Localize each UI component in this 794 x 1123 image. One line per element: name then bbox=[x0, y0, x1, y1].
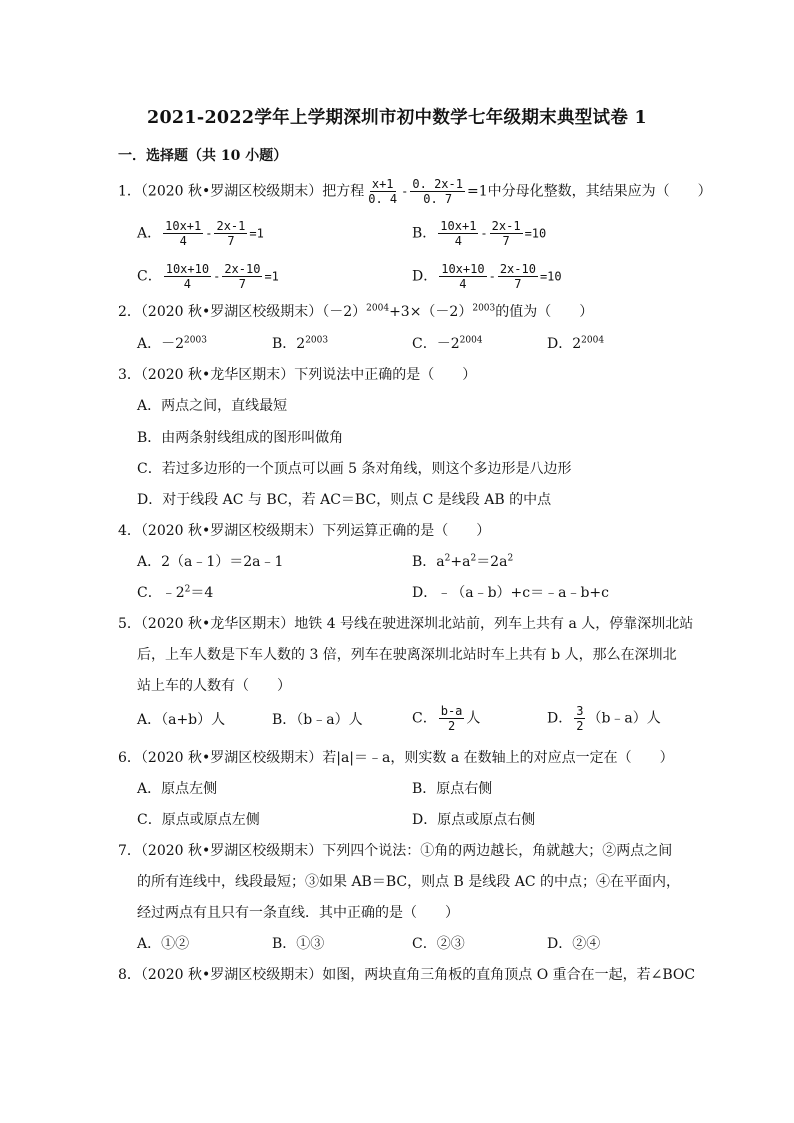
question-2-option-a[interactable]: A．$-2^{2003}$ bbox=[137, 335, 207, 352]
question-7-option-d[interactable]: D．②④ bbox=[547, 936, 601, 952]
fraction: $\frac{0. 2x-1}{0. 7}$ bbox=[412, 177, 463, 206]
question-5-option-c[interactable]: C． $\frac{b-a}{2}$ 人 bbox=[412, 704, 481, 733]
question-2-option-d[interactable]: D．$2^{2004}$ bbox=[547, 335, 605, 352]
question-6-option-a[interactable]: A．原点左侧 bbox=[137, 781, 218, 797]
question-4-option-b[interactable]: B．$a^2+a^2=2a^2$ bbox=[412, 553, 514, 570]
question-5-option-d[interactable]: D． $\frac{3}{2}$ （b﹣a）人 bbox=[547, 704, 661, 733]
question-5-option-b[interactable]: B．（b﹣a）人 bbox=[272, 712, 363, 728]
question-4-option-a[interactable]: A．2（a﹣1）＝2a﹣1 bbox=[137, 554, 284, 570]
question-5-stem-line-3: 站上车的人数有（ ） bbox=[137, 678, 291, 694]
question-7-stem-line-1: 7．（2020 秋•罗湖区校级期末）下列四个说法：①角的两边越长，角就越大；②两点之间 bbox=[118, 843, 673, 859]
fraction: $\frac{x+1}{0. 4}$ bbox=[368, 177, 398, 206]
question-6-option-c[interactable]: C．原点或原点左侧 bbox=[137, 812, 260, 828]
question-3-option-b[interactable]: B．由两条射线组成的图形叫做角 bbox=[137, 430, 344, 446]
question-7-stem-line-3: 经过两点有且只有一条直线．其中正确的是（ ） bbox=[137, 905, 459, 921]
question-4-stem: 4．（2020 秋•罗湖区校级期末）下列运算正确的是（ ） bbox=[118, 523, 491, 539]
question-8-stem-line-1: 8．（2020 秋•罗湖区校级期末）如图，两块直角三角板的直角顶点 O 重合在一起，若∠BOC bbox=[118, 967, 696, 983]
section-heading: 一．选择题（共 10 小题） bbox=[118, 148, 288, 164]
question-2-stem: 2．（2020 秋•罗湖区校级期末）$(-2)^{2004}+3\times(-2)^{2003}$的值为（ ） bbox=[118, 303, 594, 320]
question-1-option-c[interactable]: C． $\frac{10x+10}{4}$ - $\frac{2x-10}{7}$ =1 bbox=[137, 262, 279, 291]
question-6-stem: 6．（2020 秋•罗湖区校级期末）若|a|＝﹣a，则实数 a 在数轴上的对应点一定在（ ） bbox=[118, 750, 674, 766]
question-1-option-d[interactable]: D． $\frac{10x+10}{4}$ - $\frac{2x-10}{7}$ =10 bbox=[412, 262, 562, 291]
question-1-option-a[interactable]: A． $\frac{10x+1}{4}$ - $\frac{2x-1}{7}$ =1 bbox=[137, 219, 264, 248]
question-3-option-c[interactable]: C．若过多边形的一个顶点可以画 5 条对角线，则这个多边形是八边形 bbox=[137, 461, 572, 477]
page-title: 2021-2022学年上学期深圳市初中数学七年级期末典型试卷 1 bbox=[146, 108, 648, 128]
question-4-option-c[interactable]: C．$﹣2^2=4$ bbox=[137, 584, 214, 601]
question-7-option-c[interactable]: C．②③ bbox=[412, 936, 465, 952]
question-7-option-a[interactable]: A．①② bbox=[137, 936, 190, 952]
question-2-option-c[interactable]: C．$-2^{2004}$ bbox=[412, 335, 483, 352]
question-3-option-d[interactable]: D．对于线段 AC 与 BC，若 AC＝BC，则点 C 是线段 AB 的中点 bbox=[137, 492, 552, 508]
question-1-option-b[interactable]: B． $\frac{10x+1}{4}$ - $\frac{2x-1}{7}$ =10 bbox=[412, 219, 547, 248]
question-6-option-b[interactable]: B．原点右侧 bbox=[412, 781, 493, 797]
question-3-option-a[interactable]: A．两点之间，直线最短 bbox=[137, 398, 288, 414]
question-6-option-d[interactable]: D．原点或原点右侧 bbox=[412, 812, 536, 828]
question-4-option-d[interactable]: D．﹣（a﹣b）+c＝﹣a﹣b+c bbox=[412, 585, 609, 601]
question-1-stem: 1．（2020 秋•罗湖区校级期末）把方程 $\frac{x+1}{0. 4}$ - $\frac{0. 2x-1}{0. 7}$ =1中分母化整数，其结果应为（ ） bbox=[118, 177, 712, 206]
question-2-option-b[interactable]: B．$2^{2003}$ bbox=[272, 335, 329, 352]
question-5-option-a[interactable]: A．（a+b）人 bbox=[137, 712, 226, 728]
question-7-option-b[interactable]: B．①③ bbox=[272, 936, 325, 952]
question-7-stem-line-2: 的所有连线中，线段最短；③如果 AB＝BC，则点 B 是线段 AC 的中点；④在平面内， bbox=[137, 874, 681, 890]
question-5-stem-line-2: 后，上车人数是下车人数的 3 倍，列车在驶离深圳北站时车上共有 b 人，那么在深圳北 bbox=[137, 647, 677, 663]
question-3-stem: 3．（2020 秋•龙华区期末）下列说法中正确的是（ ） bbox=[118, 367, 477, 383]
question-5-stem-line-1: 5．（2020 秋•龙华区期末）地铁 4 号线在驶进深圳北站前，列车上共有 a 人，停靠深圳北站 bbox=[118, 616, 694, 632]
